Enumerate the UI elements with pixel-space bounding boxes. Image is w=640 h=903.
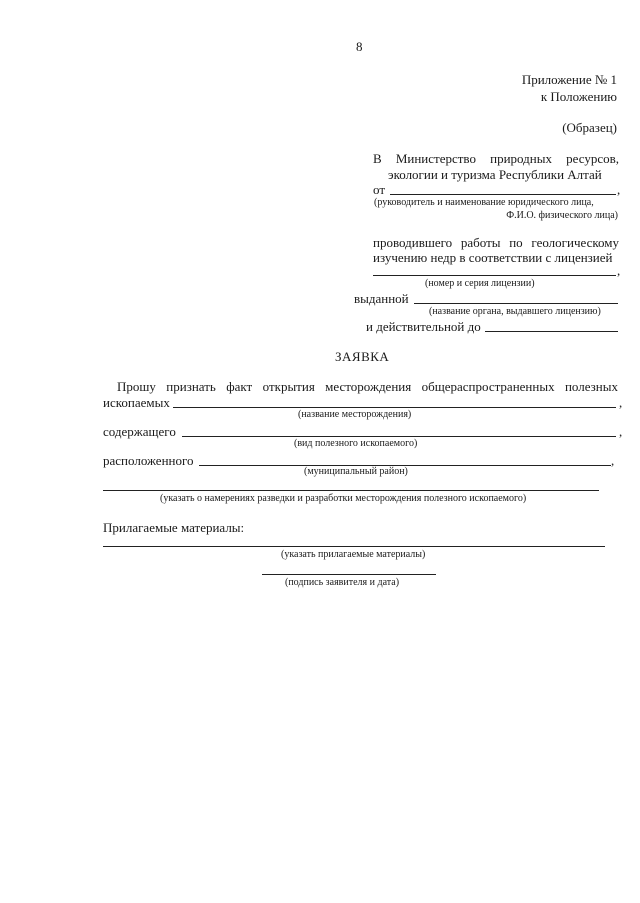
containing-label: содержащего [103, 424, 176, 439]
license-hint: (номер и серия лицензии) [425, 278, 535, 289]
license-comma: , [617, 263, 621, 278]
from-label: от [373, 182, 386, 197]
intentions-hint: (указать о намерениях разведки и разработки месторождения полезного ископаемого) [160, 493, 527, 504]
deposit-name-field[interactable] [173, 407, 616, 408]
signature-hint: (подпись заявителя и дата) [285, 577, 400, 588]
valid-until-label: и действительной до [366, 319, 481, 334]
document-title: ЗАЯВКА [335, 349, 390, 364]
attached-hint: (указать прилагаемые материалы) [281, 549, 426, 560]
attached-field[interactable] [103, 546, 605, 547]
from-hint-2: Ф.И.О. физического лица) [506, 210, 618, 221]
ministry-line-1: В Министерство природных ресурсов, [373, 151, 619, 166]
issued-label: выданной [354, 291, 409, 306]
from-comma: , [617, 182, 621, 197]
page-number: 8 [356, 39, 363, 54]
attached-label: Прилагаемые материалы: [103, 520, 245, 535]
mineral-type-field[interactable] [182, 436, 616, 437]
from-field[interactable] [390, 194, 616, 195]
valid-until-field[interactable] [485, 331, 618, 332]
from-hint-1: (руководитель и наименование юридического лица, [374, 197, 594, 208]
license-field[interactable] [373, 275, 616, 276]
deposit-hint: (название месторождения) [298, 409, 412, 420]
signature-field[interactable] [262, 574, 436, 575]
request-line: Прошу признать факт открытия месторождения общераспространенных полезных [117, 379, 618, 394]
conducting-line-1: проводившего работы по геологическому [373, 235, 619, 250]
issued-field[interactable] [414, 303, 618, 304]
mineral-type-comma: , [619, 424, 623, 439]
located-label: расположенного [103, 453, 194, 468]
intentions-field[interactable] [103, 490, 599, 491]
conducting-line-2: изучению недр в соответствии с лицензией [373, 250, 613, 265]
district-comma: , [611, 453, 615, 468]
appendix-label: Приложение № 1 [521, 72, 617, 87]
sample-label: (Образец) [562, 120, 617, 135]
mineral-type-hint: (вид полезного ископаемого) [294, 438, 418, 449]
regulation-label: к Положению [540, 89, 617, 104]
district-hint: (муниципальный район) [304, 466, 408, 477]
minerals-label: ископаемых [103, 395, 170, 410]
issued-hint: (название органа, выдавшего лицензию) [429, 306, 601, 317]
deposit-comma: , [619, 395, 623, 410]
ministry-line-2: экологии и туризма Республики Алтай [388, 167, 602, 182]
